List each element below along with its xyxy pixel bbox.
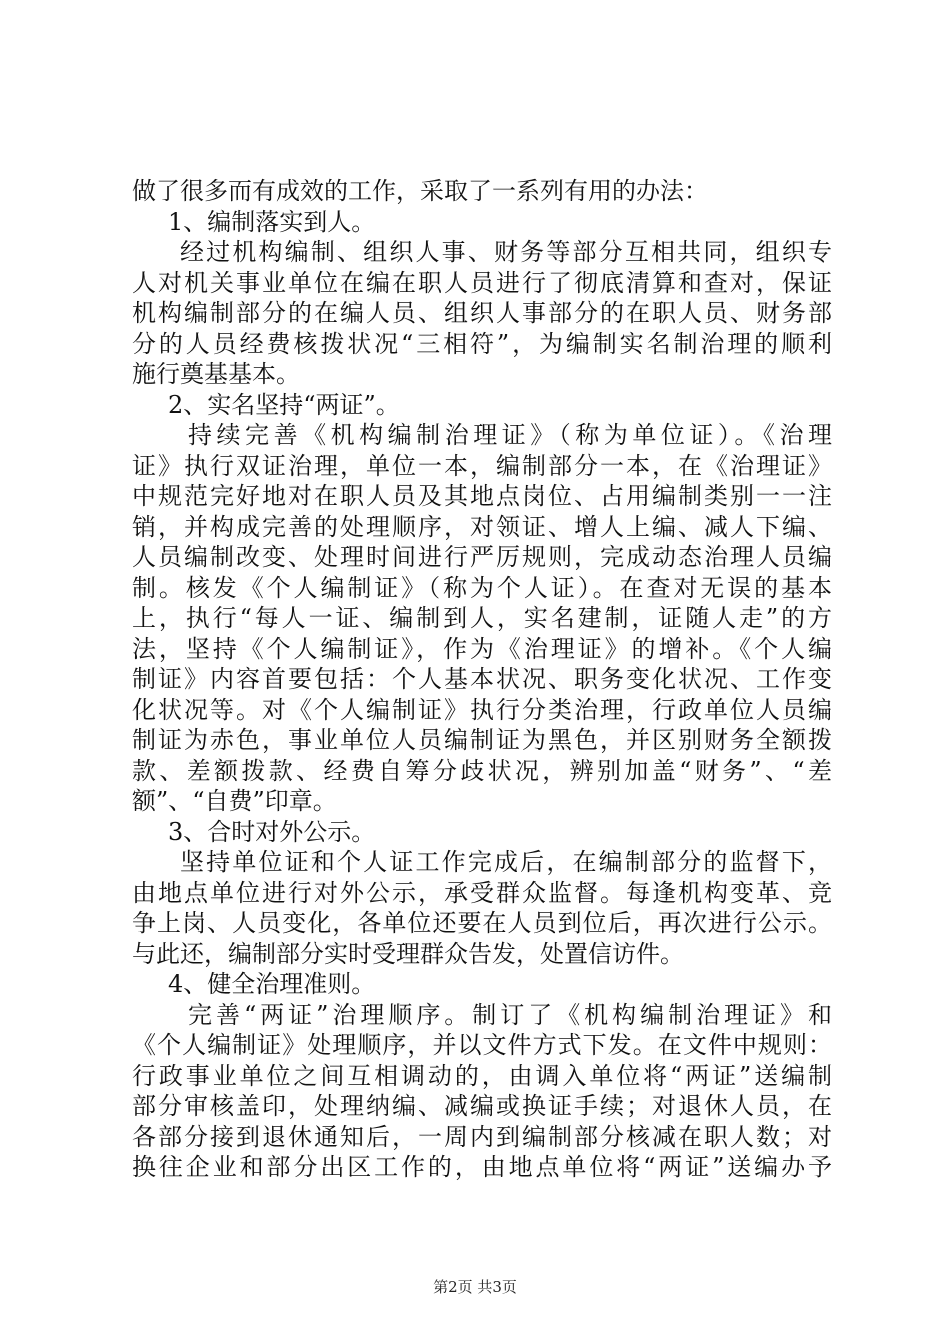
page-footer: 第2页 共3页 [433, 1278, 517, 1296]
text-line: 争上岗、人员变化，各单位还要在人员到位后，再次进行公示。 [132, 909, 832, 937]
text-line: 各部分接到退休通知后，一周内到编制部分核减在职人数；对 [132, 1122, 832, 1151]
text-line: 行政事业单位之间互相调动的，由调入单位将“两证”送编制 [132, 1061, 832, 1090]
text-line: 由地点单位进行对外公示，承受群众监督。每逢机构变革、竞 [132, 878, 832, 907]
section-heading: 2、实名坚持“两证”。 [168, 390, 400, 419]
text-line: 做了很多而有成效的工作，采取了一系列有用的办法： [132, 177, 708, 205]
text-line: 证》执行双证治理，单位一本，编制部分一本，在《治理证》 [132, 451, 832, 480]
text-line: 人员编制改变、处理时间进行严厉规则，完成动态治理人员编 [132, 543, 832, 571]
text-line: 持续完善《机构编制治理证》（称为单位证）。《治理 [188, 421, 832, 449]
text-line: 部分审核盖印，处理纳编、减编或换证手续；对退休人员，在 [132, 1092, 832, 1120]
section-heading: 3、合时对外公示。 [168, 817, 376, 846]
text-line: 与此还，编制部分实时受理群众告发，处置信访件。 [132, 939, 684, 968]
text-line: 化状况等。对《个人编制证》执行分类治理，行政单位人员编 [132, 695, 832, 724]
text-line: 制证为赤色，事业单位人员编制证为黑色，并区别财务全额拨 [132, 726, 832, 754]
section-heading: 1、编制落实到人。 [168, 207, 376, 236]
text-line: 制。核发《个人编制证》（称为个人证）。在查对无误的基本 [132, 573, 832, 602]
text-line: 制证》内容首要包括：个人基本状况、职务变化状况、工作变 [132, 665, 832, 693]
body-text [132, 176, 832, 1183]
text-line: 换往企业和部分出区工作的，由地点单位将“两证”送编办予 [132, 1153, 832, 1181]
text-line: 中规范完好地对在职人员及其地点岗位、占用编制类别一一注 [132, 482, 832, 510]
text-line: 人对机关事业单位在编在职人员进行了彻底清算和查对，保证 [132, 268, 832, 297]
text-line: 经过机构编制、组织人事、财务等部分互相共同，组织专 [180, 238, 832, 266]
text-line: 额”、“自费”印章。 [132, 787, 337, 815]
text-line: 款、差额拨款、经费自筹分歧状况，辨别加盖“财务”、“差 [132, 756, 832, 785]
text-line: 坚持单位证和个人证工作完成后，在编制部分的监督下， [180, 848, 832, 876]
text-line: 分的人员经费核拨状况“三相符”，为编制实名制治理的顺利 [132, 329, 832, 358]
section-heading: 4、健全治理准则。 [168, 970, 376, 998]
text-line: 机构编制部分的在编人员、组织人事部分的在职人员、财务部 [132, 299, 832, 327]
text-line: 销，并构成完善的处理顺序，对领证、增人上编、减人下编、 [132, 512, 832, 541]
text-line: 《个人编制证》处理顺序，并以文件方式下发。在文件中规则： [132, 1031, 832, 1059]
text-line: 施行奠基基本。 [132, 360, 300, 388]
text-line: 法，坚持《个人编制证》，作为《治理证》的增补。《个人编 [132, 634, 832, 663]
text-line: 完善“两证”治理顺序。制订了《机构编制治理证》和 [188, 1000, 832, 1029]
text-line: 上，执行“每人一证、编制到人，实名建制，证随人走”的方 [132, 604, 832, 632]
